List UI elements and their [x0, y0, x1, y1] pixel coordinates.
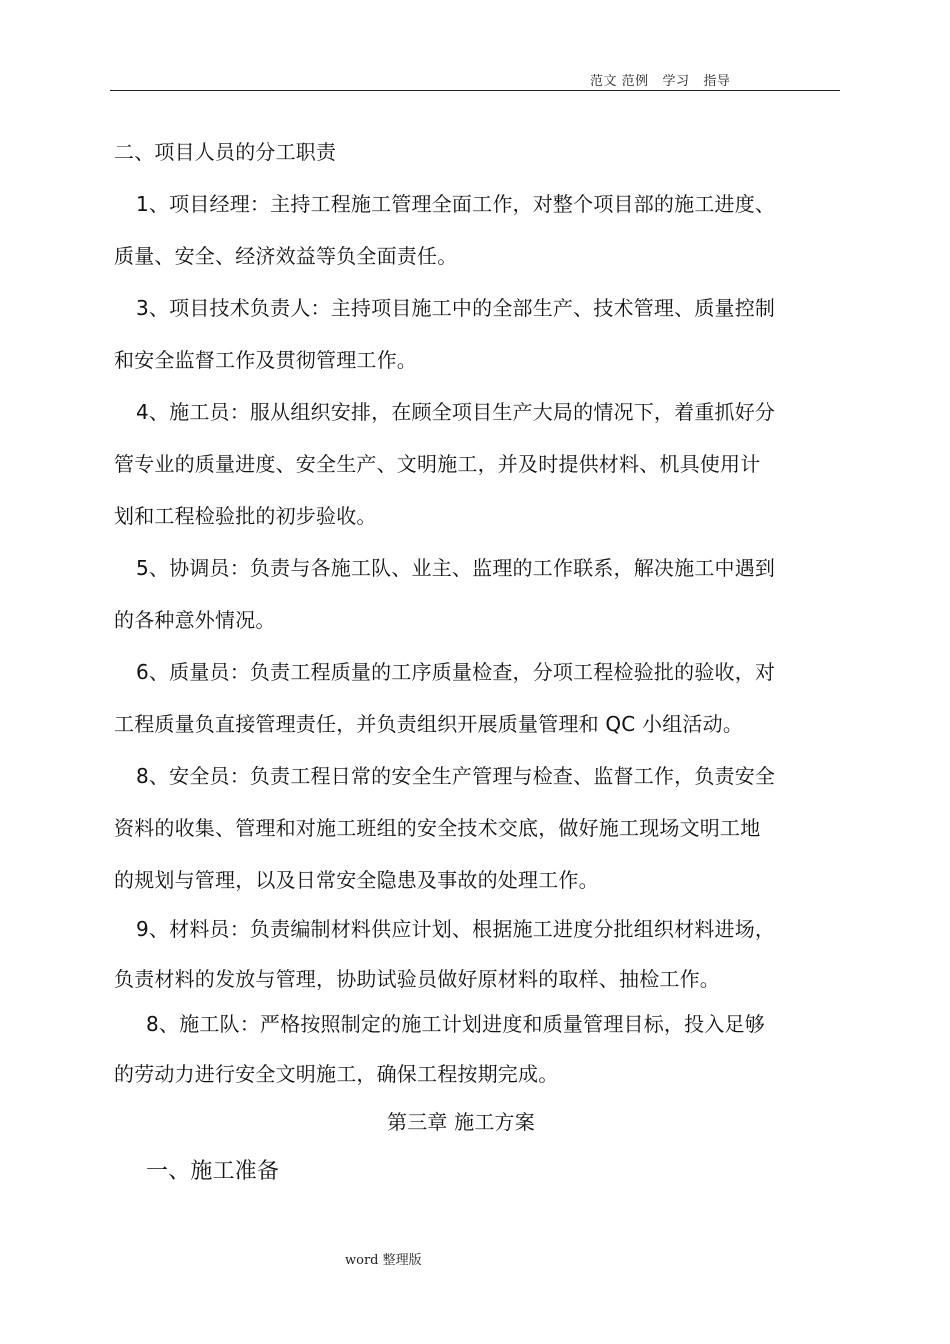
paragraph-line: 的各种意外情况。	[114, 608, 276, 632]
page-footer: word 整理版	[345, 1253, 422, 1268]
header-text: 范文 范例 学习 指导	[590, 74, 731, 89]
paragraph-line: 负责材料的发放与管理，协助试验员做好原材料的取样、抽检工作。	[114, 967, 720, 991]
paragraph-line: 1、项目经理：主持工程施工管理全面工作，对整个项目部的施工进度、	[136, 192, 776, 216]
paragraph-line: 和安全监督工作及贯彻管理工作。	[114, 348, 417, 372]
paragraph-line: 8、安全员：负责工程日常的安全生产管理与检查、监督工作，负责安全	[136, 764, 776, 788]
paragraph-line: 管专业的质量进度、安全生产、文明施工，并及时提供材料、机具使用计	[114, 452, 761, 476]
paragraph-line: 6、质量员：负责工程质量的工序质量检查，分项工程检验批的验收，对	[136, 660, 776, 684]
paragraph-line: 9、材料员：负责编制材料供应计划、根据施工进度分批组织材料进场，	[136, 917, 776, 941]
paragraph-line: 划和工程检验批的初步验收。	[114, 504, 377, 528]
paragraph-line: 的规划与管理，以及日常安全隐患及事故的处理工作。	[114, 868, 599, 892]
paragraph-line: 8、施工队：严格按照制定的施工计划进度和质量管理目标，投入足够	[146, 1012, 765, 1036]
paragraph-line: 3、项目技术负责人：主持项目施工中的全部生产、技术管理、质量控制	[136, 296, 776, 320]
paragraph-line: 资料的收集、管理和对施工班组的安全技术交底，做好施工现场文明工地	[114, 816, 761, 840]
paragraph-line: 工程质量负直接管理责任，并负责组织开展质量管理和 QC 小组活动。	[114, 712, 744, 736]
page-header	[110, 68, 840, 91]
paragraph-line: 质量、安全、经济效益等负全面责任。	[114, 244, 458, 268]
paragraph-line: 5、协调员：负责与各施工队、业主、监理的工作联系，解决施工中遇到	[136, 556, 776, 580]
paragraph-line: 的劳动力进行安全文明施工，确保工程按期完成。	[114, 1062, 559, 1086]
subsection-heading: 一、施工准备	[146, 1159, 280, 1184]
section-heading: 二、项目人员的分工职责	[114, 140, 337, 164]
paragraph-line: 4、施工员：服从组织安排，在顾全项目生产大局的情况下，着重抓好分	[136, 400, 776, 424]
chapter-title: 第三章 施工方案	[387, 1110, 535, 1134]
